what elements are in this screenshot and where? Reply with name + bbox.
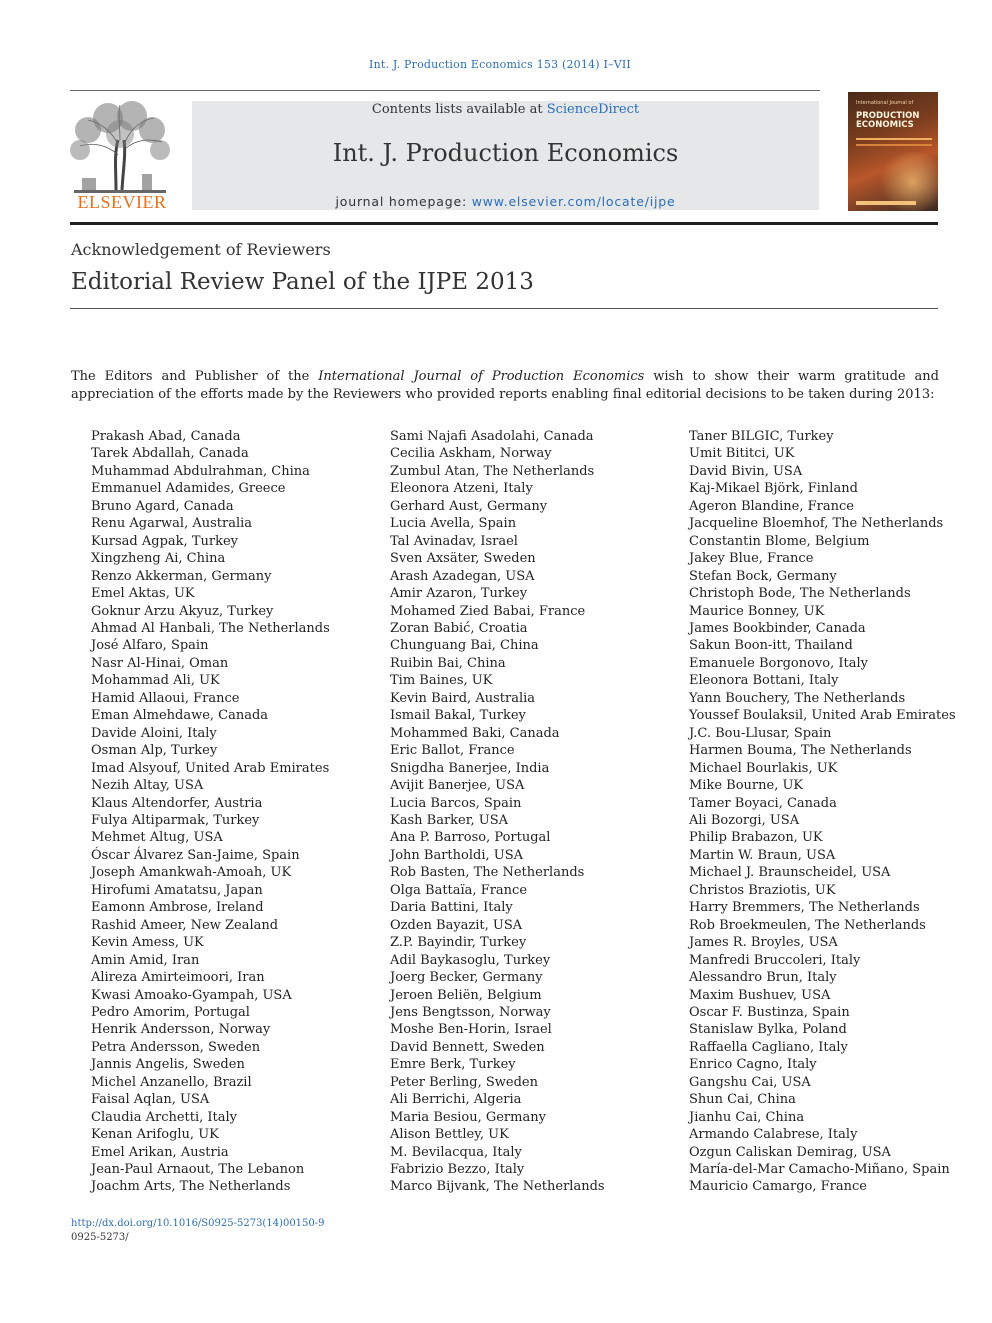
reviewer-entry: Moshe Ben-Horin, Israel xyxy=(390,1022,552,1038)
reviewer-entry: Sakun Boon-itt, Thailand xyxy=(689,638,853,654)
reviewer-entry: Rob Basten, The Netherlands xyxy=(390,865,585,881)
journal-homepage xyxy=(192,194,819,209)
reviewer-entry: Maurice Bonney, UK xyxy=(689,603,825,619)
reviewer-entry: Raffaella Cagliano, Italy xyxy=(689,1039,848,1055)
reviewer-entry: Rashid Ameer, New Zealand xyxy=(91,917,279,933)
reviewer-entry: Klaus Altendorfer, Austria xyxy=(91,795,263,811)
reviewer-entry: James Bookbinder, Canada xyxy=(689,620,866,636)
reviewer-entry: Goknur Arzu Akyuz, Turkey xyxy=(91,603,274,619)
reviewer-entry: Amir Azaron, Turkey xyxy=(390,586,528,602)
reviewer-entry: Michel Anzanello, Brazil xyxy=(91,1074,252,1090)
reviewer-entry: Constantin Blome, Belgium xyxy=(689,533,870,549)
reviewer-entry: Youssef Boulaksil, United Arab Emirates xyxy=(689,708,956,724)
reviewer-entry: Emanuele Borgonovo, Italy xyxy=(689,655,868,671)
reviewer-entry: Lucia Avella, Spain xyxy=(390,516,517,532)
reviewer-entry: Kevin Baird, Australia xyxy=(390,690,536,706)
reviewer-entry: Gangshu Cai, USA xyxy=(689,1074,811,1090)
reviewer-entry: Olga Battaïa, France xyxy=(390,882,528,898)
reviewer-entry: Shun Cai, China xyxy=(689,1092,796,1108)
journal-banner xyxy=(192,101,819,210)
reviewer-entry: Cecilia Askham, Norway xyxy=(390,446,552,462)
reviewer-entry: J.C. Bou-Llusar, Spain xyxy=(689,725,832,741)
reviewer-column-1 xyxy=(91,428,330,1196)
reviewer-entry: Kursad Agpak, Turkey xyxy=(91,533,238,549)
cover-footer-band xyxy=(856,201,916,205)
reviewer-entry: Yann Bouchery, The Netherlands xyxy=(689,690,906,706)
homepage-prefix: journal homepage: xyxy=(335,194,472,209)
reviewer-entry: Tim Baines, UK xyxy=(390,673,493,689)
cover-band xyxy=(856,144,932,146)
reviewer-entry: Kenan Arifoglu, UK xyxy=(91,1127,219,1143)
reviewer-entry: Manfredi Bruccoleri, Italy xyxy=(689,952,861,968)
reviewer-entry: Eric Ballot, France xyxy=(390,743,515,759)
reviewer-entry: M. Bevilacqua, Italy xyxy=(390,1144,522,1160)
reviewer-entry: Oscar F. Bustinza, Spain xyxy=(689,1004,850,1020)
reviewer-entry: Sami Najafi Asadolahi, Canada xyxy=(390,429,594,444)
reviewer-entry: Martin W. Braun, USA xyxy=(689,847,836,863)
header-top-rule xyxy=(70,90,820,91)
cover-band xyxy=(856,138,932,140)
article-title: Editorial Review Panel of the IJPE 2013 xyxy=(71,269,534,295)
reviewer-entry: Jean-Paul Arnaout, The Lebanon xyxy=(91,1162,305,1178)
reviewer-entry: Harry Bremmers, The Netherlands xyxy=(689,900,920,916)
reviewer-entry: Tal Avinadav, Israel xyxy=(390,533,518,549)
header-bottom-rule xyxy=(70,222,938,225)
reviewer-entry: Christos Braziotis, UK xyxy=(689,882,836,898)
reviewer-entry: Kash Barker, USA xyxy=(390,812,509,828)
reviewer-entry: Jens Bengtsson, Norway xyxy=(390,1004,551,1020)
reviewer-entry: Taner BILGIC, Turkey xyxy=(689,429,834,444)
reviewer-entry: Emre Berk, Turkey xyxy=(390,1057,516,1073)
reviewer-entry: Christoph Bode, The Netherlands xyxy=(689,586,911,602)
reviewer-entry: Ana P. Barroso, Portugal xyxy=(390,830,551,846)
reviewer-entry: Muhammad Abdulrahman, China xyxy=(91,463,310,479)
intro-text-start: The Editors and Publisher of the xyxy=(71,369,319,384)
reviewer-entry: Ozgun Caliskan Demirag, USA xyxy=(689,1144,891,1160)
reviewer-entry: Claudia Archetti, Italy xyxy=(91,1109,238,1125)
reviewer-entry: Ageron Blandine, France xyxy=(689,498,854,514)
journal-cover-image[interactable] xyxy=(848,92,938,211)
publisher-logo-text: ELSEVIER xyxy=(77,192,167,212)
reviewer-entry: Alison Bettley, UK xyxy=(390,1127,509,1143)
reviewer-entry: Bruno Agard, Canada xyxy=(91,498,234,514)
journal-title: Int. J. Production Economics xyxy=(332,139,679,167)
reviewer-entry: Lucia Barcos, Spain xyxy=(390,795,522,811)
reviewer-column-3 xyxy=(689,428,956,1196)
reviewer-entry: Ozden Bayazit, USA xyxy=(390,917,523,933)
reviewer-entry: Faisal Aqlan, USA xyxy=(91,1092,210,1108)
reviewer-entry: Tarek Abdallah, Canada xyxy=(91,446,249,462)
reviewer-entry: Óscar Álvarez San-Jaime, Spain xyxy=(91,847,300,863)
reviewer-entry: Emmanuel Adamides, Greece xyxy=(91,481,286,497)
reviewer-entry: Eleonora Bottani, Italy xyxy=(689,673,839,689)
reviewer-entry: Daria Battini, Italy xyxy=(390,900,513,916)
reviewer-entry: Jakey Blue, France xyxy=(689,551,814,567)
cover-title: PRODUCTION ECONOMICS xyxy=(856,111,920,130)
reviewer-entry: Michael J. Braunscheidel, USA xyxy=(689,865,891,881)
reviewer-entry: Petra Andersson, Sweden xyxy=(91,1039,261,1055)
reviewer-entry: Ahmad Al Hanbali, The Netherlands xyxy=(91,620,330,636)
reviewer-entry: Xingzheng Ai, China xyxy=(91,551,226,567)
reviewer-entry: Kaj-Mikael Björk, Finland xyxy=(689,481,858,497)
article-section: Acknowledgement of Reviewers xyxy=(71,240,331,259)
reviewer-entry: Jeroen Beliën, Belgium xyxy=(390,987,542,1003)
reviewer-entry: Maxim Bushuev, USA xyxy=(689,987,831,1003)
reviewer-entry: Mohammed Baki, Canada xyxy=(390,725,560,741)
reviewer-entry: Rob Broekmeulen, The Netherlands xyxy=(689,917,926,933)
reviewer-entry: Joerg Becker, Germany xyxy=(390,970,543,986)
reviewer-entry: Ali Bozorgi, USA xyxy=(689,812,800,828)
reviewer-entry: Fabrizio Bezzo, Italy xyxy=(390,1162,525,1178)
reviewer-entry: Renu Agarwal, Australia xyxy=(91,516,253,532)
reviewer-entry: Jacqueline Bloemhof, The Netherlands xyxy=(689,516,944,532)
reviewer-entry: Armando Calabrese, Italy xyxy=(689,1127,858,1143)
reviewer-entry: James R. Broyles, USA xyxy=(689,935,838,951)
reviewer-entry: Nasr Al-Hinai, Oman xyxy=(91,655,229,671)
reviewer-entry: Eamonn Ambrose, Ireland xyxy=(91,900,264,916)
reviewer-entry: Ruibin Bai, China xyxy=(390,655,506,671)
reviewer-entry: Snigdha Banerjee, India xyxy=(390,760,550,776)
title-rule xyxy=(70,308,938,309)
reviewer-entry: Stanislaw Bylka, Poland xyxy=(689,1022,847,1038)
reviewer-entry: Joachm Arts, The Netherlands xyxy=(91,1179,291,1195)
journal-citation[interactable]: Int. J. Production Economics 153 (2014) I–VII xyxy=(369,58,631,71)
reviewer-entry: Ismail Bakal, Turkey xyxy=(390,708,526,724)
reviewer-entry: Harmen Bouma, The Netherlands xyxy=(689,743,912,759)
reviewer-entry: David Bennett, Sweden xyxy=(390,1039,545,1055)
reviewer-entry: Arash Azadegan, USA xyxy=(390,568,535,584)
reviewer-entry: Pedro Amorim, Portugal xyxy=(91,1004,250,1020)
contents-line xyxy=(192,101,819,117)
reviewer-entry: José Alfaro, Spain xyxy=(91,638,209,654)
reviewer-entry: Maria Besiou, Germany xyxy=(390,1109,546,1125)
reviewer-entry: Ali Berrichi, Algeria xyxy=(390,1092,522,1108)
reviewer-column-2 xyxy=(390,428,605,1196)
reviewer-entry: Davide Aloini, Italy xyxy=(91,725,217,741)
reviewer-entry: Peter Berling, Sweden xyxy=(390,1074,538,1090)
reviewer-entry: María-del-Mar Camacho-Miñano, Spain xyxy=(689,1162,950,1178)
reviewer-entry: Alireza Amirteimoori, Iran xyxy=(91,970,265,986)
reviewer-entry: Jianhu Cai, China xyxy=(689,1109,805,1125)
reviewer-entry: Chunguang Bai, China xyxy=(390,638,539,654)
intro-text-end: wish to show their warm gratitude and appreciation of the efforts made by the Reviewers who provided reports enabling final editorial decisions to be taken during 2013: xyxy=(71,369,939,402)
reviewer-entry: Gerhard Aust, Germany xyxy=(390,498,548,514)
reviewer-entry: Z.P. Bayindir, Turkey xyxy=(390,935,527,951)
reviewer-entry: Amin Amid, Iran xyxy=(91,952,200,968)
reviewer-entry: Umit Bititci, UK xyxy=(689,446,795,462)
reviewer-entry: Renzo Akkerman, Germany xyxy=(91,568,272,584)
reviewer-entry: Osman Alp, Turkey xyxy=(91,743,218,759)
contents-prefix: Contents lists available at xyxy=(371,102,547,117)
reviewer-entry: Eleonora Atzeni, Italy xyxy=(390,481,533,497)
reviewer-entry: Emel Arikan, Austria xyxy=(91,1144,229,1160)
reviewer-entry: Imad Alsyouf, United Arab Emirates xyxy=(91,760,330,776)
reviewer-entry: Mike Bourne, UK xyxy=(689,778,804,794)
doi-link[interactable]: http://dx.doi.org/10.1016/S0925-5273(14)00150-9 xyxy=(71,1218,325,1229)
reviewer-entry: Stefan Bock, Germany xyxy=(689,568,837,584)
intro-journal-name: International Journal of Production Economics xyxy=(318,369,645,384)
reviewer-entry: Sven Axsäter, Sweden xyxy=(390,551,536,567)
reviewer-entry: Enrico Cagno, Italy xyxy=(689,1057,817,1073)
reviewer-entry: Henrik Andersson, Norway xyxy=(91,1022,271,1038)
reviewer-entry: Hamid Allaoui, France xyxy=(91,690,240,706)
reviewer-entry: Prakash Abad, Canada xyxy=(91,429,241,444)
sciencedirect-link[interactable]: ScienceDirect xyxy=(546,102,640,117)
reviewer-entry: Eman Almehdawe, Canada xyxy=(91,708,269,724)
reviewer-entry: Michael Bourlakis, UK xyxy=(689,760,838,776)
reviewer-entry: Marco Bijvank, The Netherlands xyxy=(390,1179,605,1195)
reviewer-entry: Jannis Angelis, Sweden xyxy=(91,1057,245,1073)
reviewer-entry: Mohamed Zied Babai, France xyxy=(390,603,586,619)
reviewer-entry: Hirofumi Amatatsu, Japan xyxy=(91,882,263,898)
reviewer-entry: Adil Baykasoglu, Turkey xyxy=(390,952,551,968)
reviewer-entry: Zumbul Atan, The Netherlands xyxy=(390,463,595,479)
reviewer-entry: Joseph Amankwah-Amoah, UK xyxy=(91,865,292,881)
reviewer-entry: Mohammad Ali, UK xyxy=(91,673,220,689)
reviewer-entry: Kwasi Amoako-Gyampah, USA xyxy=(91,987,292,1003)
reviewer-entry: Alessandro Brun, Italy xyxy=(689,970,837,986)
reviewer-entry: Kevin Amess, UK xyxy=(91,935,204,951)
reviewer-entry: Tamer Boyaci, Canada xyxy=(689,795,837,811)
cover-small-text: International Journal of xyxy=(856,100,914,106)
reviewer-entry: Mehmet Altug, USA xyxy=(91,830,223,846)
reviewer-entry: John Bartholdi, USA xyxy=(390,847,524,863)
reviewer-entry: David Bivin, USA xyxy=(689,463,803,479)
homepage-link[interactable]: www.elsevier.com/locate/ijpe xyxy=(471,194,676,209)
issn: 0925-5273/ xyxy=(71,1232,129,1243)
reviewer-entry: Zoran Babić, Croatia xyxy=(390,620,528,636)
reviewer-entry: Nezih Altay, USA xyxy=(91,778,204,794)
intro-paragraph xyxy=(71,368,939,404)
reviewer-entry: Fulya Altiparmak, Turkey xyxy=(91,812,260,828)
reviewer-entry: Emel Aktas, UK xyxy=(91,586,195,602)
reviewer-entry: Philip Brabazon, UK xyxy=(689,830,823,846)
reviewer-entry: Mauricio Camargo, France xyxy=(689,1179,867,1195)
reviewer-entry: Avijit Banerjee, USA xyxy=(390,778,525,794)
